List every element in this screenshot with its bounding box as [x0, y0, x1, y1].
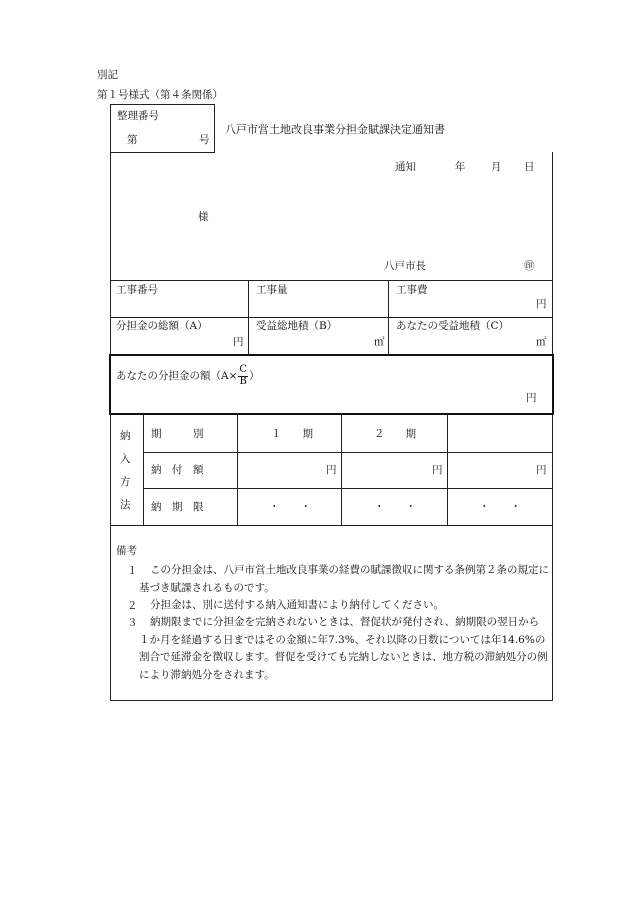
project-quantity-label: 工事量 — [256, 284, 288, 296]
divider-pay-c1 — [237, 415, 238, 525]
deadline-date-2: ・ ・ — [374, 501, 416, 513]
divider-pay-r2 — [143, 488, 553, 489]
share-ratio-fraction — [238, 365, 248, 387]
notice-date-month: 月 — [491, 161, 502, 173]
deadline-date-3: ・ ・ — [479, 501, 521, 513]
benefit-area-total-label: 受益総地積（B） — [256, 320, 338, 332]
reference-number-suffix: 号 — [199, 134, 210, 146]
appendix-label: 別記 — [97, 69, 118, 81]
form-number-title: 第１号様式（第４条関係） — [97, 89, 223, 101]
your-share-label-suffix: ） — [249, 370, 260, 382]
your-benefit-area-unit: ㎡ — [536, 336, 547, 348]
share-total-label: 分担金の総額（A） — [116, 320, 208, 332]
divider-pay-side — [143, 415, 144, 525]
share-total-unit: 円 — [233, 336, 244, 348]
addressee-suffix: 様 — [198, 211, 209, 223]
your-share-label-prefix: あなたの分担金の額（A× — [116, 370, 238, 382]
reference-number-label: 整理番号 — [117, 110, 159, 122]
your-benefit-area-label: あなたの受益地積（C） — [396, 320, 510, 332]
divider-share-top — [110, 317, 553, 318]
benefit-area-total-unit: ㎡ — [374, 336, 385, 348]
project-cost-unit: 円 — [536, 298, 547, 310]
project-cost-label: 工事費 — [396, 284, 428, 296]
your-share-unit: 円 — [526, 392, 537, 404]
project-number-label: 工事番号 — [116, 284, 158, 296]
payment-method-char-2: 入 — [120, 453, 131, 465]
note-3-number: ３ — [127, 617, 138, 629]
fraction-denominator: B — [239, 375, 247, 387]
note-2-text: 分担金は、別に送付する納入通知書により納付してください。 — [150, 599, 444, 611]
period-2-label: ２ 期 — [374, 428, 416, 440]
period-header-label: 期 別 — [151, 428, 204, 440]
payment-deadline-label: 納 期 限 — [151, 501, 204, 513]
fraction-numerator: C — [239, 364, 248, 375]
document-title: 八戸市営土地改良事業分担金賦課決定通知書 — [225, 123, 445, 136]
note-3-text: 納期限までに分担金を完納されないときは、督促状が発付され、納期限の翌日から１か月を経過する日まではその金額に年7.3%、それ以降の日数については年14.6%の割合で延滞金を徴収します。督促を受けても完納しないときは、地方税の滞納処分の例により滞納処分をされます。 — [139, 616, 548, 681]
note-2-number: ２ — [127, 600, 138, 612]
divider-pay-c3 — [447, 415, 448, 525]
notice-date-label: 通知 — [395, 161, 416, 173]
payment-method-char-3: 方 — [120, 476, 131, 488]
amount-unit-3: 円 — [536, 464, 547, 476]
mayor-title: 八戸市長 — [384, 260, 426, 272]
divider-pay-bottom — [110, 525, 553, 526]
deadline-date-1: ・ ・ — [269, 501, 311, 513]
payment-method-char-1: 納 — [120, 430, 131, 442]
note-1-number: １ — [127, 565, 138, 577]
amount-unit-2: 円 — [432, 464, 443, 476]
seal-mark: ㊞ — [524, 260, 535, 272]
divider-pay-c2 — [341, 415, 342, 525]
your-share-label — [116, 365, 260, 387]
reference-number-prefix: 第 — [127, 134, 138, 146]
note-1-text: この分担金は、八戸市営土地改良事業の経費の賦課徴収に関する条例第２条の規定に基づき賦課されるものです。 — [139, 564, 549, 594]
notice-date-day: 日 — [524, 161, 535, 173]
amount-unit-1: 円 — [326, 464, 337, 476]
divider-pay-r1 — [143, 452, 553, 453]
notes-heading: 備考 — [116, 545, 137, 557]
payment-amount-label: 納 付 額 — [151, 464, 204, 476]
divider-project-top — [110, 280, 553, 281]
notice-date-year: 年 — [455, 161, 466, 173]
payment-method-char-4: 法 — [120, 499, 131, 511]
period-1-label: １ 期 — [271, 428, 313, 440]
